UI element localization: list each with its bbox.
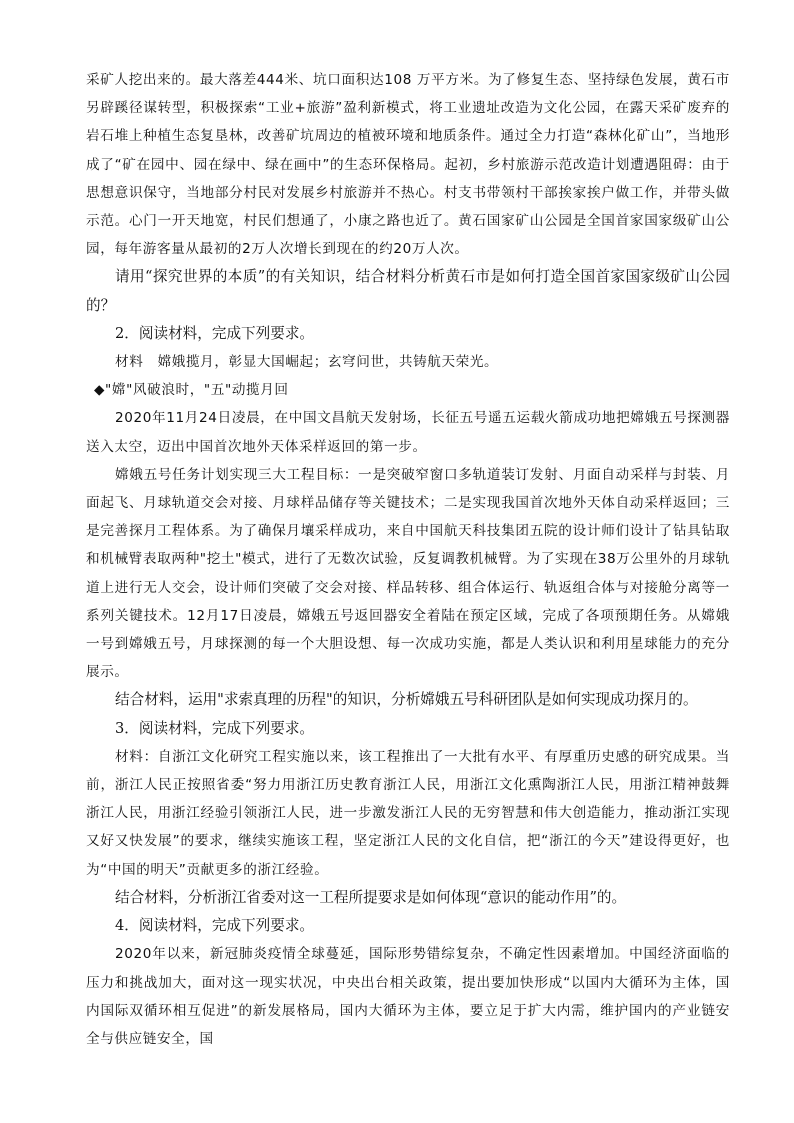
material-paragraph: 2020年以来，新冠肺炎疫情全球蔓延，国际形势错综复杂，不确定性因素增加。中国经济面临的压力和挑战加大，面对这一现实状况，中央出台相关政策，提出要加快形成“以国内大循环为主体，国内国际双循环相互促进”的新发展格局，国内大循环为主体，要立足于扩大内需，维护国内的产业链安全与供应链安全，国 bbox=[86, 946, 730, 1047]
item-heading: 2．阅读材料，完成下列要求。 bbox=[115, 324, 315, 342]
material-paragraph: 2020年11月24日凌晨，在中国文昌航天发射场，长征五号遥五运载火箭成功地把嫦娥五号探测器送入太空，迈出中国首次地外天体采样返回的第一步。 bbox=[86, 410, 730, 455]
question-paragraph: 结合材料，分析浙江省委对这一工程所提要求是如何体现“意识的能动作用”的。 bbox=[115, 888, 627, 906]
material-paragraph: 材料：自浙江文化研究工程实施以来，该工程推出了一大批有水平、有厚重历史感的研究成果。当前，浙江人民正按照省委“努力用浙江历史教育浙江人民，用浙江文化熏陶浙江人民，用浙江精神鼓舞浙江人民，用浙江经验引领浙江人民，进一步激发浙江人民的无穷智慧和伟大创造能力，推动浙江实现又好又快发展”的要求，继续实施该工程，坚定浙江人民的文化自信，把“浙江的今天”建设得更好，也为“中国的明天”贡献更多的浙江经验。 bbox=[86, 748, 730, 878]
item-heading: 4．阅读材料，完成下列要求。 bbox=[115, 917, 315, 935]
question-paragraph: 结合材料，运用"求索真理的历程"的知识，分析嫦娥五号科研团队是如何实现成功探月的。 bbox=[115, 691, 698, 709]
material-subheading: ◆"嫦"风破浪时，"五"动揽月回 bbox=[94, 382, 289, 399]
material-paragraph: 采矿人挖出来的。最大落差444米、坑口面积达108 万平方米。为了修复生态、坚持绿色发展，黄石市另辟蹊径谋转型，积极探索“工业+旅游”盈利新模式，将工业遗址改造为文化公园，在露天采矿废弃的岩石堆上种植生态复垦林，改善矿坑周边的植被环境和地质条件。通过全力打造“森林化矿山”，当地形成了“矿在园中、园在绿中、绿在画中”的生态环保格局。起初，乡村旅游示范改造计划遭遇阻碍：由于思想意识保守，当地部分村民对发展乡村旅游并不热心。村支书带领村干部挨家挨户做工作，并带头做示范。心门一开天地宽，村民们想通了，小康之路也近了。黄石国家矿山公园是全国首家国家级矿山公园，每年游客量从最初的2万人次增长到现在的约20万人次。 bbox=[86, 72, 730, 258]
material-paragraph: 嫦娥五号任务计划实现三大工程目标：一是突破窄窗口多轨道装订发射、月面自动采样与封装、月面起飞、月球轨道交会对接、月球样品储存等关键技术；二是实现我国首次地外天体自动采样返回；三是完善探月工程体系。为了确保月壤采样成功，来自中国航天科技集团五院的设计师们设计了钻具钻取和机械臂表取两种"挖土"模式，进行了无数次试验，反复调教机械臂。为了实现在38万公里外的月球轨道上进行无人交会，设计师们突破了交会对接、样品转移、组合体运行、轨返组合体与对接舱分离等一系列关键技术。12月17日凌晨，嫦娥五号返回器安全着陆在预定区域，完成了各项预期任务。从嫦娥一号到嫦娥五号，月球探测的每一个大胆设想、每一次成功实施，都是人类认识和利用星球能力的充分展示。 bbox=[86, 466, 730, 681]
material-intro: 材料 嫦娥揽月，彰显大国崛起；玄穹问世，共铸航天荣光。 bbox=[115, 354, 499, 371]
question-paragraph: 请用“探究世界的本质”的有关知识，结合材料分析黄石市是如何打造全国首家国家级矿山公园的？ bbox=[86, 268, 730, 314]
item-heading: 3．阅读材料，完成下列要求。 bbox=[115, 719, 315, 737]
